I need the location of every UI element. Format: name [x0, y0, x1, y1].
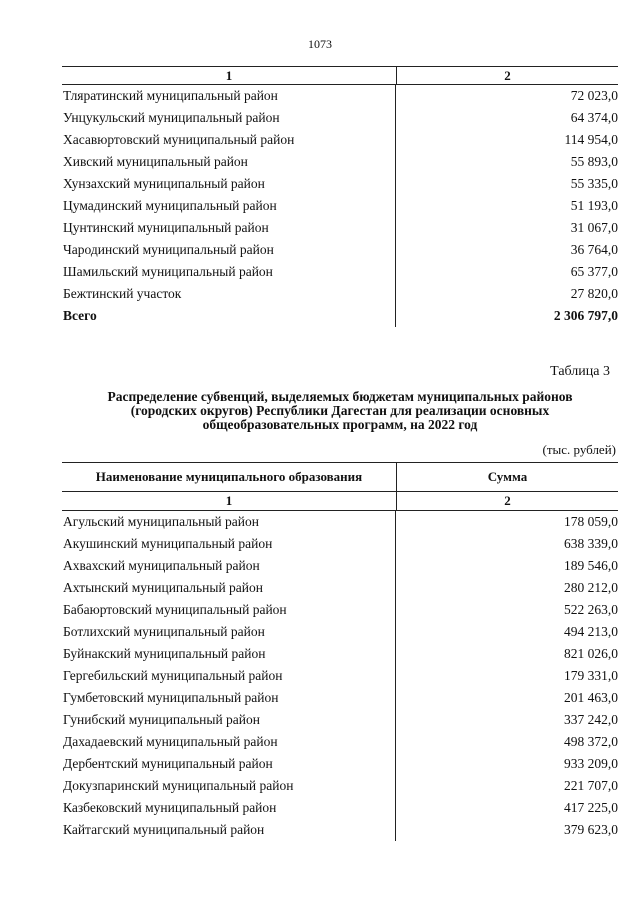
table-row — [62, 797, 618, 819]
municipality-name: Докузпаринский муниципальный район — [62, 775, 396, 797]
amount-value: 379 623,0 — [564, 822, 618, 837]
table-row — [62, 107, 618, 129]
municipality-name: Хунзахский муниципальный район — [62, 173, 396, 195]
title-line: общеобразовательных программ, на 2022 год — [202, 417, 478, 432]
table-row — [62, 173, 618, 195]
subventions-table — [62, 462, 618, 841]
amount-value: 72 023,0 — [570, 88, 618, 103]
amount-value: 178 059,0 — [564, 514, 618, 529]
header-sum: Сумма — [487, 469, 528, 484]
table-row — [62, 709, 618, 731]
page-number: 1073 — [308, 37, 332, 51]
municipality-name: Ботлихский муниципальный район — [62, 621, 396, 643]
amount-value: 179 331,0 — [564, 668, 618, 683]
table-header-row — [62, 462, 618, 492]
amount-value: 51 193,0 — [570, 198, 618, 213]
municipality-name: Кайтагский муниципальный район — [62, 819, 396, 841]
table-row — [62, 643, 618, 665]
districts-table-continued — [62, 66, 618, 327]
amount-value: 280 212,0 — [564, 580, 618, 595]
column-numbers-row — [62, 492, 618, 511]
total-row — [62, 305, 618, 327]
municipality-name: Цумадинский муниципальный район — [62, 195, 396, 217]
table-row — [62, 577, 618, 599]
table-row — [62, 533, 618, 555]
amount-value: 64 374,0 — [570, 110, 618, 125]
table-row — [62, 151, 618, 173]
municipality-name: Чародинский муниципальный район — [62, 239, 396, 261]
table-row — [62, 217, 618, 239]
table-row — [62, 283, 618, 305]
table-row — [62, 775, 618, 797]
table-row — [62, 819, 618, 841]
table-body — [62, 85, 618, 327]
municipality-name: Казбековский муниципальный район — [62, 797, 396, 819]
amount-value: 31 067,0 — [570, 220, 618, 235]
amount-value: 36 764,0 — [570, 242, 618, 257]
table-row — [62, 665, 618, 687]
amount-value: 494 213,0 — [564, 624, 618, 639]
municipality-name: Тляратинский муниципальный район — [62, 85, 396, 107]
amount-value: 27 820,0 — [570, 286, 618, 301]
column-number-1: 1 — [62, 67, 397, 84]
amount-value: 221 707,0 — [564, 778, 618, 793]
total-value: 2 306 797,0 — [553, 308, 618, 323]
amount-value: 522 263,0 — [564, 602, 618, 617]
amount-value: 189 546,0 — [564, 558, 618, 573]
municipality-name: Буйнакский муниципальный район — [62, 643, 396, 665]
table-row — [62, 261, 618, 283]
municipality-name: Ахтынский муниципальный район — [62, 577, 396, 599]
amount-value: 337 242,0 — [564, 712, 618, 727]
title-line: (городских округов) Республики Дагестан для реализации основных — [130, 403, 550, 418]
amount-value: 55 893,0 — [570, 154, 618, 169]
column-number-2: 2 — [504, 493, 511, 508]
municipality-name: Хивский муниципальный район — [62, 151, 396, 173]
municipality-name: Акушинский муниципальный район — [62, 533, 396, 555]
amount-value: 933 209,0 — [564, 756, 618, 771]
amount-value: 201 463,0 — [564, 690, 618, 705]
amount-value: 65 377,0 — [570, 264, 618, 279]
column-number-2: 2 — [504, 68, 511, 83]
units-note: (тыс. рублей) — [542, 442, 616, 457]
table-row — [62, 599, 618, 621]
table-row — [62, 239, 618, 261]
table-label: Таблица 3 — [550, 364, 610, 379]
amount-value: 638 339,0 — [564, 536, 618, 551]
table-row — [62, 195, 618, 217]
municipality-name: Бабаюртовский муниципальный район — [62, 599, 396, 621]
amount-value: 114 954,0 — [564, 132, 618, 147]
total-label: Всего — [62, 305, 396, 327]
header-municipality: Наименование муниципального образования — [62, 463, 397, 491]
table-row — [62, 129, 618, 151]
column-number-1: 1 — [62, 492, 397, 510]
table-row — [62, 687, 618, 709]
municipality-name: Гунибский муниципальный район — [62, 709, 396, 731]
table-header-row — [62, 66, 618, 85]
table-row — [62, 511, 618, 533]
municipality-name: Гумбетовский муниципальный район — [62, 687, 396, 709]
table-row — [62, 555, 618, 577]
amount-value: 498 372,0 — [564, 734, 618, 749]
table-row — [62, 753, 618, 775]
municipality-name: Агульский муниципальный район — [62, 511, 396, 533]
amount-value: 821 026,0 — [564, 646, 618, 661]
table-row — [62, 85, 618, 107]
municipality-name: Унцукульский муниципальный район — [62, 107, 396, 129]
municipality-name: Дахадаевский муниципальный район — [62, 731, 396, 753]
table-title — [62, 390, 618, 432]
table-row — [62, 621, 618, 643]
municipality-name: Бежтинский участок — [62, 283, 396, 305]
municipality-name: Цунтинский муниципальный район — [62, 217, 396, 239]
amount-value: 55 335,0 — [570, 176, 618, 191]
table-body — [62, 511, 618, 841]
title-line: Распределение субвенций, выделяемых бюджетам муниципальных районов — [107, 389, 573, 404]
amount-value: 417 225,0 — [564, 800, 618, 815]
municipality-name: Шамильский муниципальный район — [62, 261, 396, 283]
municipality-name: Ахвахский муниципальный район — [62, 555, 396, 577]
municipality-name: Дербентский муниципальный район — [62, 753, 396, 775]
municipality-name: Гергебильский муниципальный район — [62, 665, 396, 687]
municipality-name: Хасавюртовский муниципальный район — [62, 129, 396, 151]
table-row — [62, 731, 618, 753]
